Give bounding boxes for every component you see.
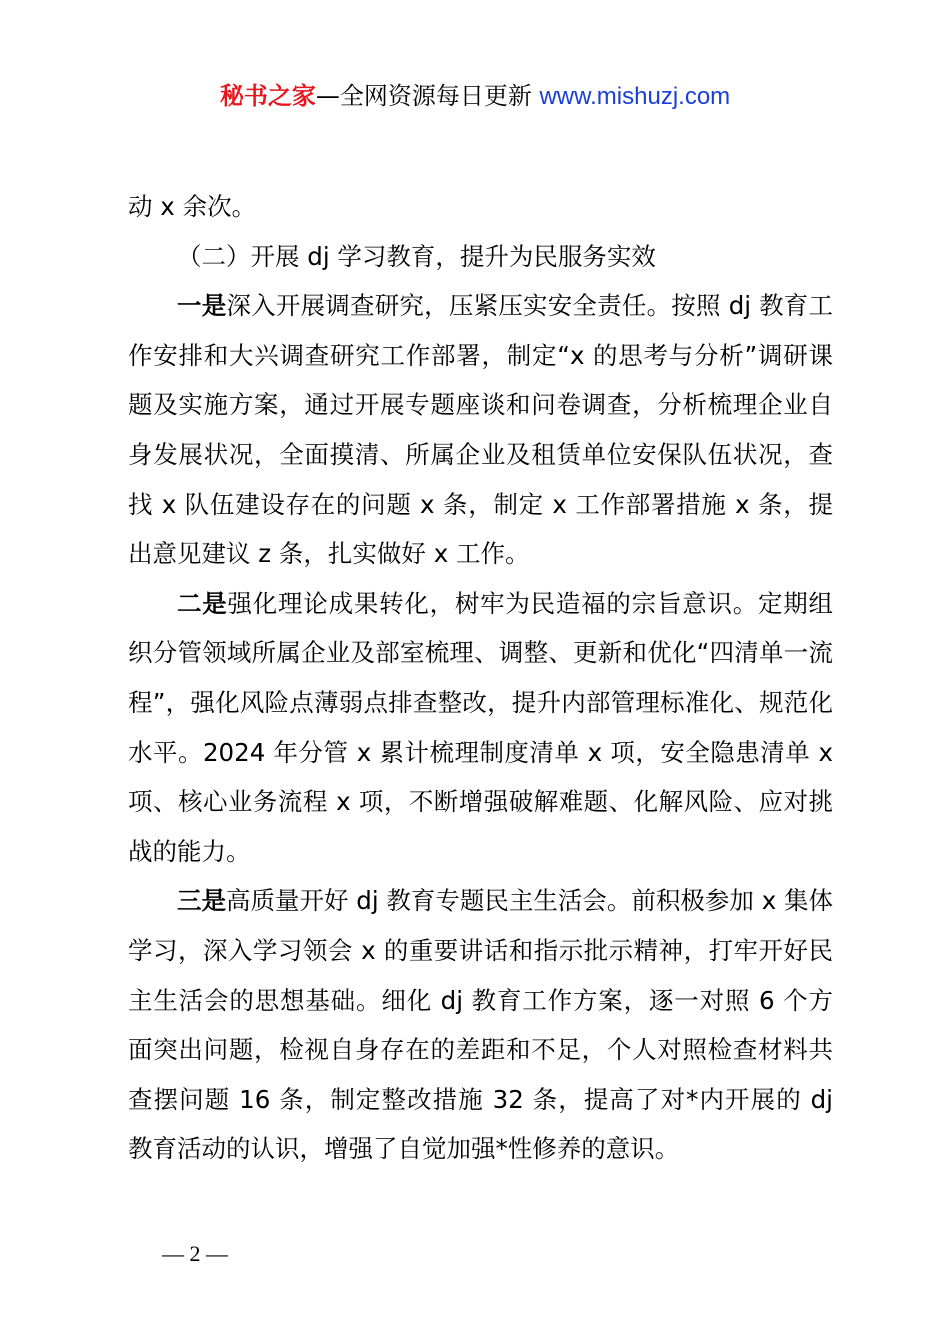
item-lead-label: 三是	[177, 886, 226, 916]
paragraph-item-1	[128, 281, 833, 579]
site-url-link[interactable]: www.mishuzj.com	[539, 83, 731, 110]
item-lead-label: 一是	[177, 291, 227, 321]
item-text: 高质量开好 dj 教育专题民主生活会。前积极参加 x 集体学习，深入学习领会 x 的重要讲话和指示批示精神，打牢开好民主生活会的思想基础。细化 dj 教育工作方案，逐一对照 6 个方面突出问题，检视自身存在的差距和不足，个人对照检查材料共查摆问题 16 条，制定整改措施 32 条，提高了对*内开展的 dj 教育活动的认识，增强了自觉加强*性修养的意识。	[128, 886, 834, 1164]
site-header	[0, 80, 950, 113]
paragraph-item-3	[128, 876, 833, 1174]
header-tagline: —全网资源每日更新	[315, 82, 540, 110]
document-body	[128, 182, 833, 1174]
item-text: 强化理论成果转化，树牢为民造福的宗旨意识。定期组织分管领域所属企业及部室梳理、调整、更新和优化“四清单一流程”，强化风险点薄弱点排查整改，提升内部管理标准化、规范化水平。2024 年分管 x 累计梳理制度清单 x 项，安全隐患清单 x 项、核心业务流程 x 项，不断增强破解难题、化解风险、应对挑战的能力。	[128, 588, 834, 866]
page-number: — 2 —	[162, 1241, 228, 1266]
item-text: 深入开展调查研究，压紧压实安全责任。按照 dj 教育工作安排和大兴调查研究工作部署，制定“x 的思考与分析”调研课题及实施方案，通过开展专题座谈和问卷调查，分析梳理企业自身发展状况，全面摸清、所属企业及租赁单位安保队伍状况，查找 x 队伍建设存在的问题 x 条，制定 x 工作部署措施 x 条，提出意见建议 z 条，扎实做好 x 工作。	[128, 291, 834, 569]
paragraph-item-2	[128, 579, 833, 877]
item-lead-label: 二是	[177, 588, 228, 618]
brand-name: 秘书之家	[219, 82, 316, 110]
section-heading: （二）开展 dj 学习教育，提升为民服务实效	[177, 241, 656, 271]
paragraph-continuation: 动 x 余次。	[128, 192, 257, 221]
